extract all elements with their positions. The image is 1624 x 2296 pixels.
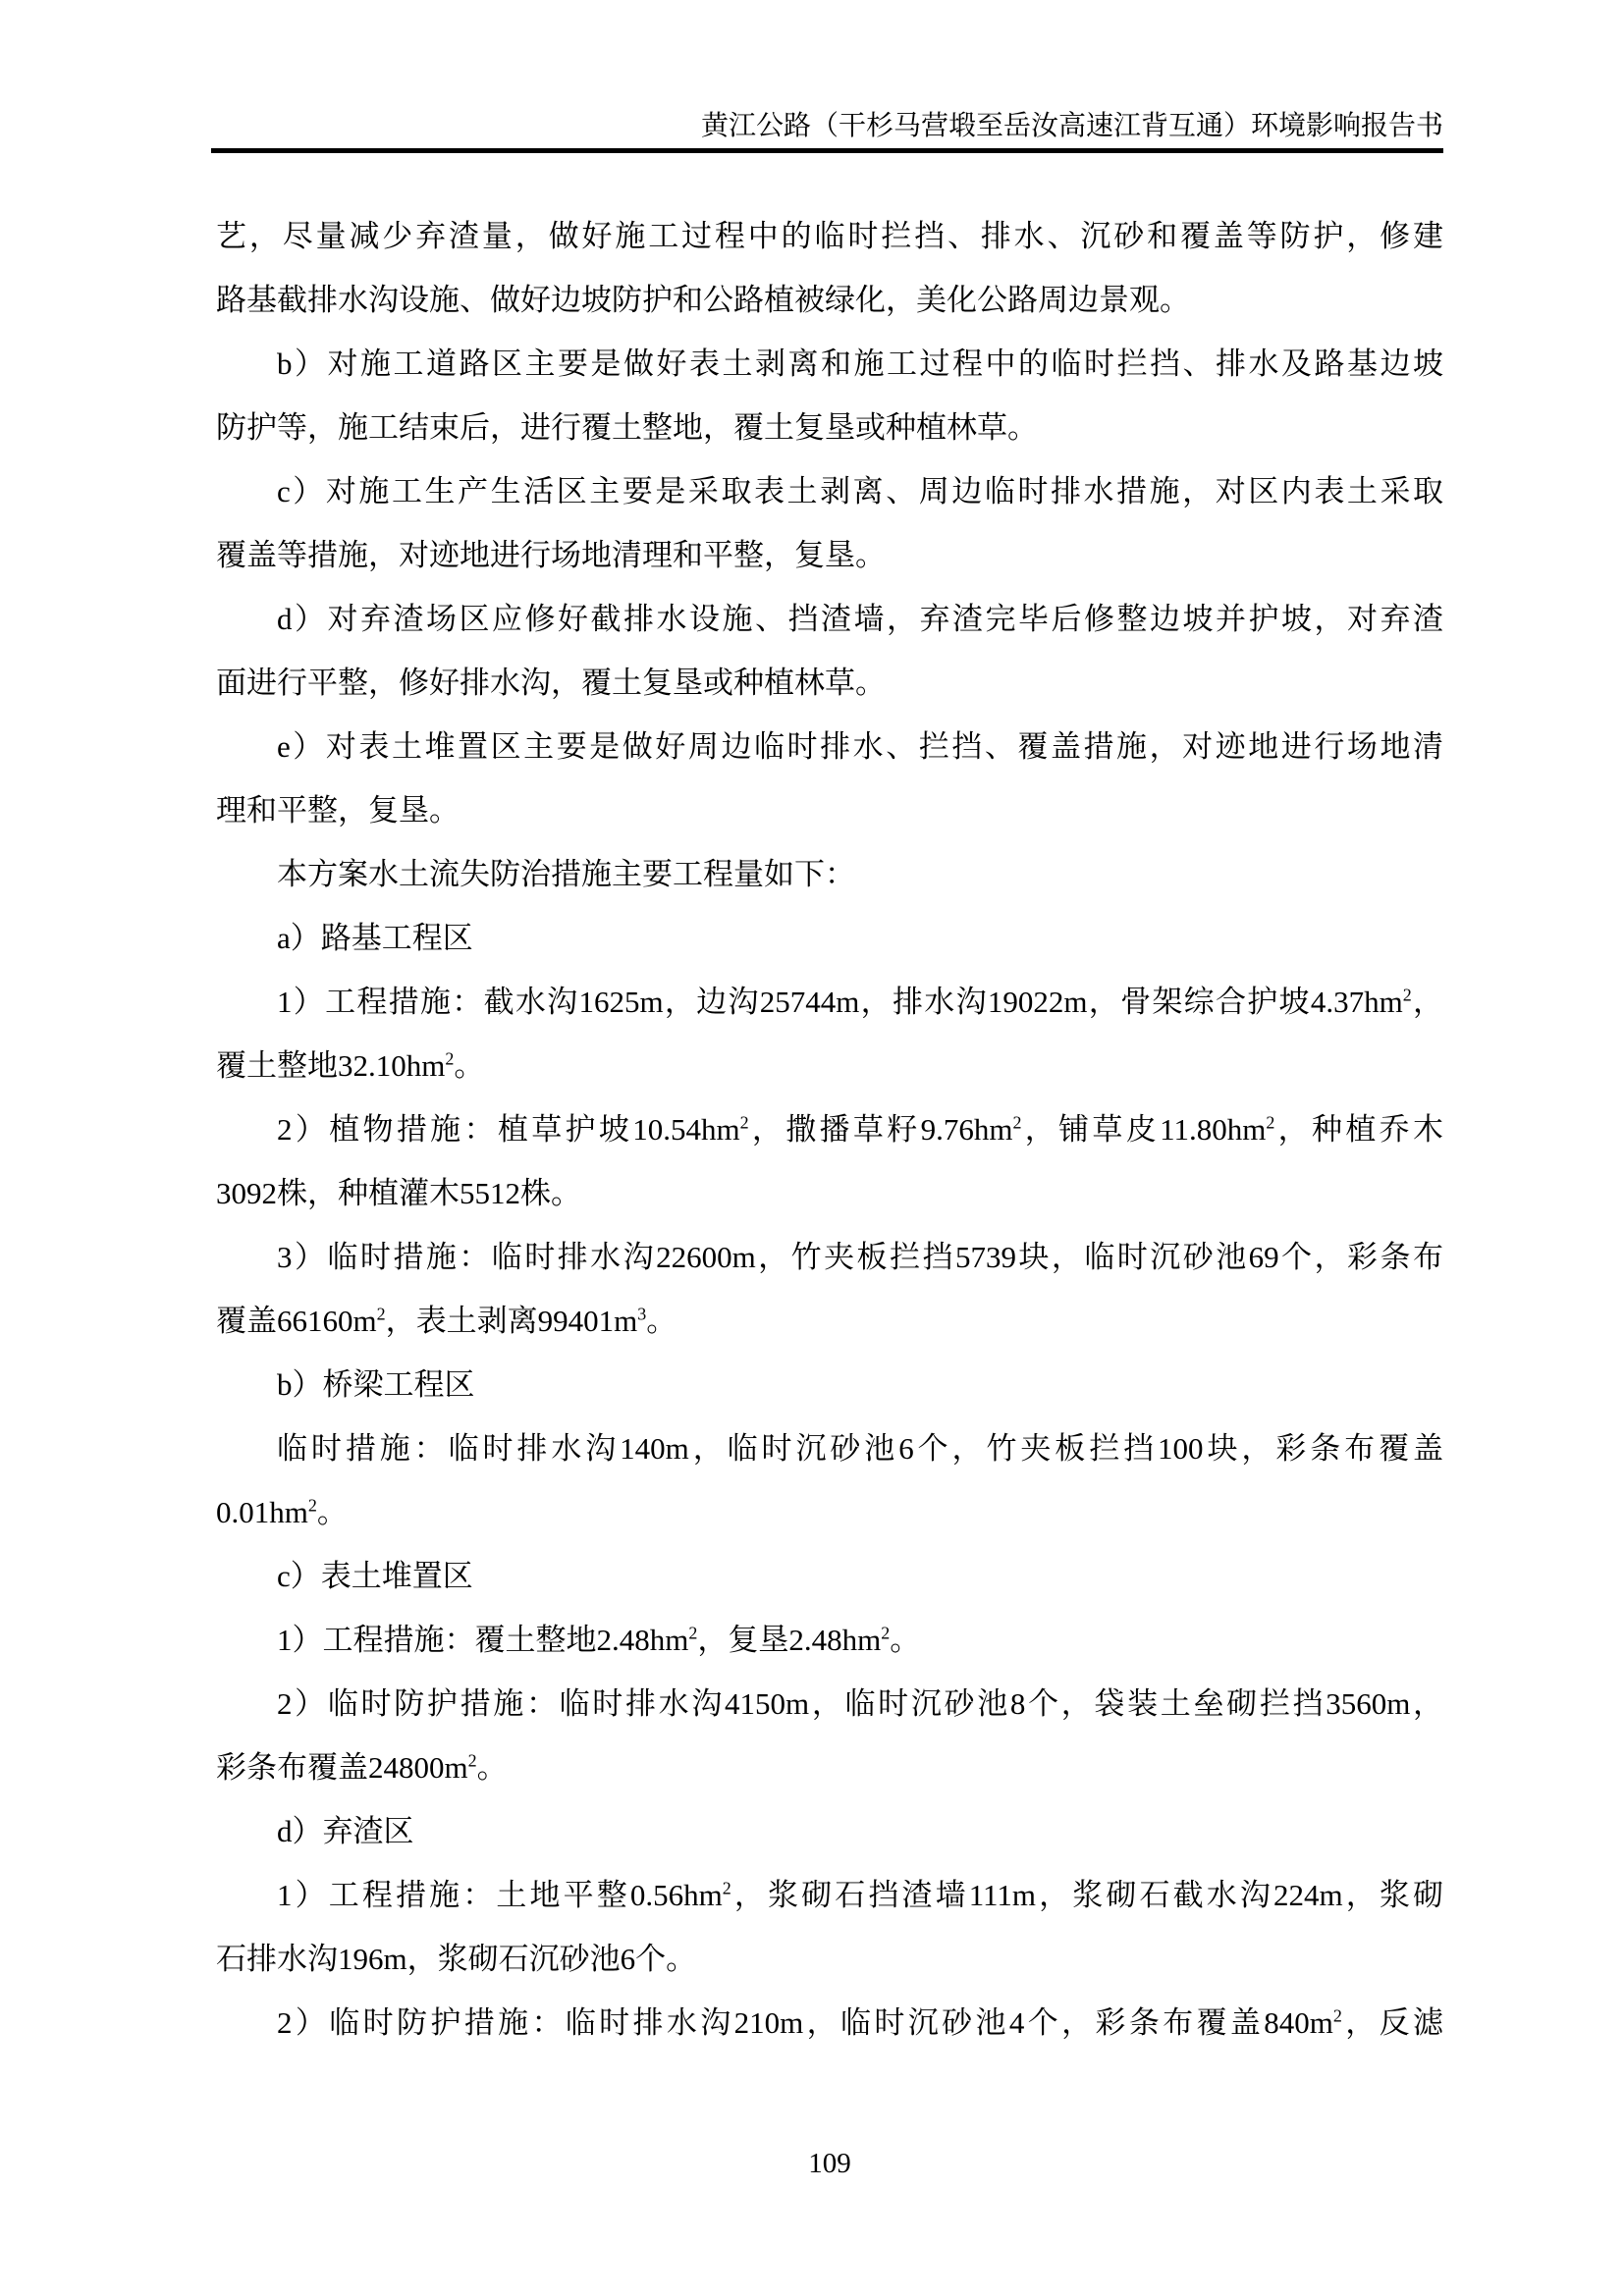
body-text: a）路基工程区 <box>277 921 473 955</box>
body-text: 。 <box>454 1048 485 1083</box>
body-text: ，种植乔木 <box>1274 1112 1443 1147</box>
body-line <box>216 587 1443 651</box>
superscript: 2 <box>376 1304 386 1324</box>
body-line <box>216 459 1443 523</box>
body-text: 面进行平整，修好排水沟，覆土复垦或种植林草。 <box>216 666 886 700</box>
body-text: 石排水沟196m，浆砌石沉砂池6个。 <box>216 1942 697 1976</box>
body-line <box>216 204 1443 268</box>
body-text: d）弃渣区 <box>277 1814 414 1848</box>
body-line <box>216 1161 1443 1225</box>
body-line <box>216 1034 1443 1097</box>
body-line <box>216 1735 1443 1799</box>
body-text: 1）工程措施：土地平整0.56hm <box>277 1878 723 1912</box>
body-line <box>216 268 1443 332</box>
body-line <box>216 1289 1443 1353</box>
body-text: ，表土剥离99401m <box>385 1304 638 1338</box>
body-text: 防护等，施工结束后，进行覆土整地，覆土复垦或种植林草。 <box>216 410 1038 445</box>
body-text: 2）临时防护措施：临时排水沟210m，临时沉砂池4个，彩条布覆盖840m <box>277 2005 1333 2040</box>
body-line <box>216 778 1443 842</box>
body-text: ，反滤 <box>1341 2005 1443 2040</box>
body-line <box>216 1097 1443 1161</box>
body-line <box>216 1799 1443 1863</box>
superscript: 2 <box>688 1623 698 1643</box>
body-text: 临时措施：临时排水沟140m，临时沉砂池6个，竹夹板拦挡100块，彩条布覆盖 <box>277 1431 1443 1466</box>
body-line <box>216 1991 1443 2055</box>
body-text: 。 <box>646 1304 677 1338</box>
body-line <box>216 970 1443 1034</box>
superscript: 2 <box>722 1878 731 1898</box>
body-text: 艺，尽量减少弃渣量，做好施工过程中的临时拦挡、排水、沉砂和覆盖等防护，修建 <box>216 219 1443 253</box>
body-text: 。 <box>476 1750 508 1785</box>
body-text: 本方案水土流失防治措施主要工程量如下： <box>277 857 855 891</box>
body-line <box>216 1608 1443 1672</box>
body-text: c）对施工生产生活区主要是采取表土剥离、周边临时排水措施，对区内表土采取 <box>277 474 1443 508</box>
body-text: 理和平整，复垦。 <box>216 793 460 828</box>
superscript: 3 <box>637 1304 647 1324</box>
body-line <box>216 1927 1443 1991</box>
body-text: e）对表土堆置区主要是做好周边临时排水、拦挡、覆盖措施，对迹地进行场地清 <box>277 729 1443 764</box>
body-line <box>216 1544 1443 1608</box>
superscript: 2 <box>881 1623 891 1643</box>
body-line <box>216 523 1443 587</box>
body-text: 。 <box>316 1495 348 1529</box>
header-rule <box>211 148 1443 153</box>
body-line <box>216 651 1443 715</box>
body-text: 1）工程措施：截水沟1625m，边沟25744m，排水沟19022m，骨架综合护坡4.37hm <box>277 985 1403 1019</box>
body-text: 3）临时措施：临时排水沟22600m，竹夹板拦挡5739块，临时沉砂池69个，彩条布 <box>277 1240 1443 1274</box>
body-text: 彩条布覆盖24800m <box>216 1750 468 1785</box>
body-line <box>216 1353 1443 1416</box>
body-text: 1）工程措施：覆土整地2.48hm <box>277 1623 689 1657</box>
body-text: ，铺草皮11.80hm <box>1021 1112 1267 1147</box>
superscript: 2 <box>1012 1112 1022 1133</box>
body-text: ，复垦2.48hm <box>697 1623 882 1657</box>
superscript: 2 <box>1332 2005 1342 2026</box>
body-line <box>216 1672 1443 1735</box>
body-text: 覆土整地32.10hm <box>216 1048 446 1083</box>
body-text: b）桥梁工程区 <box>277 1367 475 1402</box>
body-text: 2）临时防护措施：临时排水沟4150m，临时沉砂池8个，袋装土垒砌拦挡3560m， <box>277 1686 1443 1721</box>
document-body <box>216 204 1443 2055</box>
body-line <box>216 1863 1443 1927</box>
body-line <box>216 715 1443 778</box>
body-text: 路基截排水沟设施、做好边坡防护和公路植被绿化，美化公路周边景观。 <box>216 283 1190 317</box>
page-number: 109 <box>808 2148 851 2179</box>
superscript: 2 <box>1266 1112 1275 1133</box>
body-text: 0.01hm <box>216 1495 308 1529</box>
body-text: 覆盖66160m <box>216 1304 377 1338</box>
header-title: 黄江公路（干杉马营塅至岳汝高速江背互通）环境影响报告书 <box>700 111 1443 141</box>
body-text: 覆盖等措施，对迹地进行场地清理和平整，复垦。 <box>216 538 886 572</box>
body-text: 3092株，种植灌木5512株。 <box>216 1176 581 1210</box>
body-line <box>216 332 1443 396</box>
body-text: d）对弃渣场区应修好截排水设施、挡渣墙，弃渣完毕后修整边坡并护坡，对弃渣 <box>277 602 1443 636</box>
body-text: ， <box>1411 985 1443 1019</box>
superscript: 2 <box>739 1112 749 1133</box>
body-text: 2）植物措施：植草护坡10.54hm <box>277 1112 740 1147</box>
body-text: c）表土堆置区 <box>277 1559 473 1593</box>
body-line <box>216 842 1443 906</box>
superscript: 2 <box>467 1750 477 1771</box>
body-text: ，撒播草籽9.76hm <box>748 1112 1013 1147</box>
superscript: 2 <box>307 1495 317 1516</box>
body-line <box>216 1416 1443 1480</box>
body-line <box>216 1480 1443 1544</box>
superscript: 2 <box>445 1048 455 1069</box>
body-line <box>216 1225 1443 1289</box>
body-line <box>216 906 1443 970</box>
superscript: 2 <box>1402 985 1412 1005</box>
body-line <box>216 396 1443 459</box>
body-text: 。 <box>890 1623 921 1657</box>
body-text: ，浆砌石挡渣墙111m，浆砌石截水沟224m，浆砌 <box>731 1878 1443 1912</box>
body-text: b）对施工道路区主要是做好表土剥离和施工过程中的临时拦挡、排水及路基边坡 <box>277 347 1443 381</box>
